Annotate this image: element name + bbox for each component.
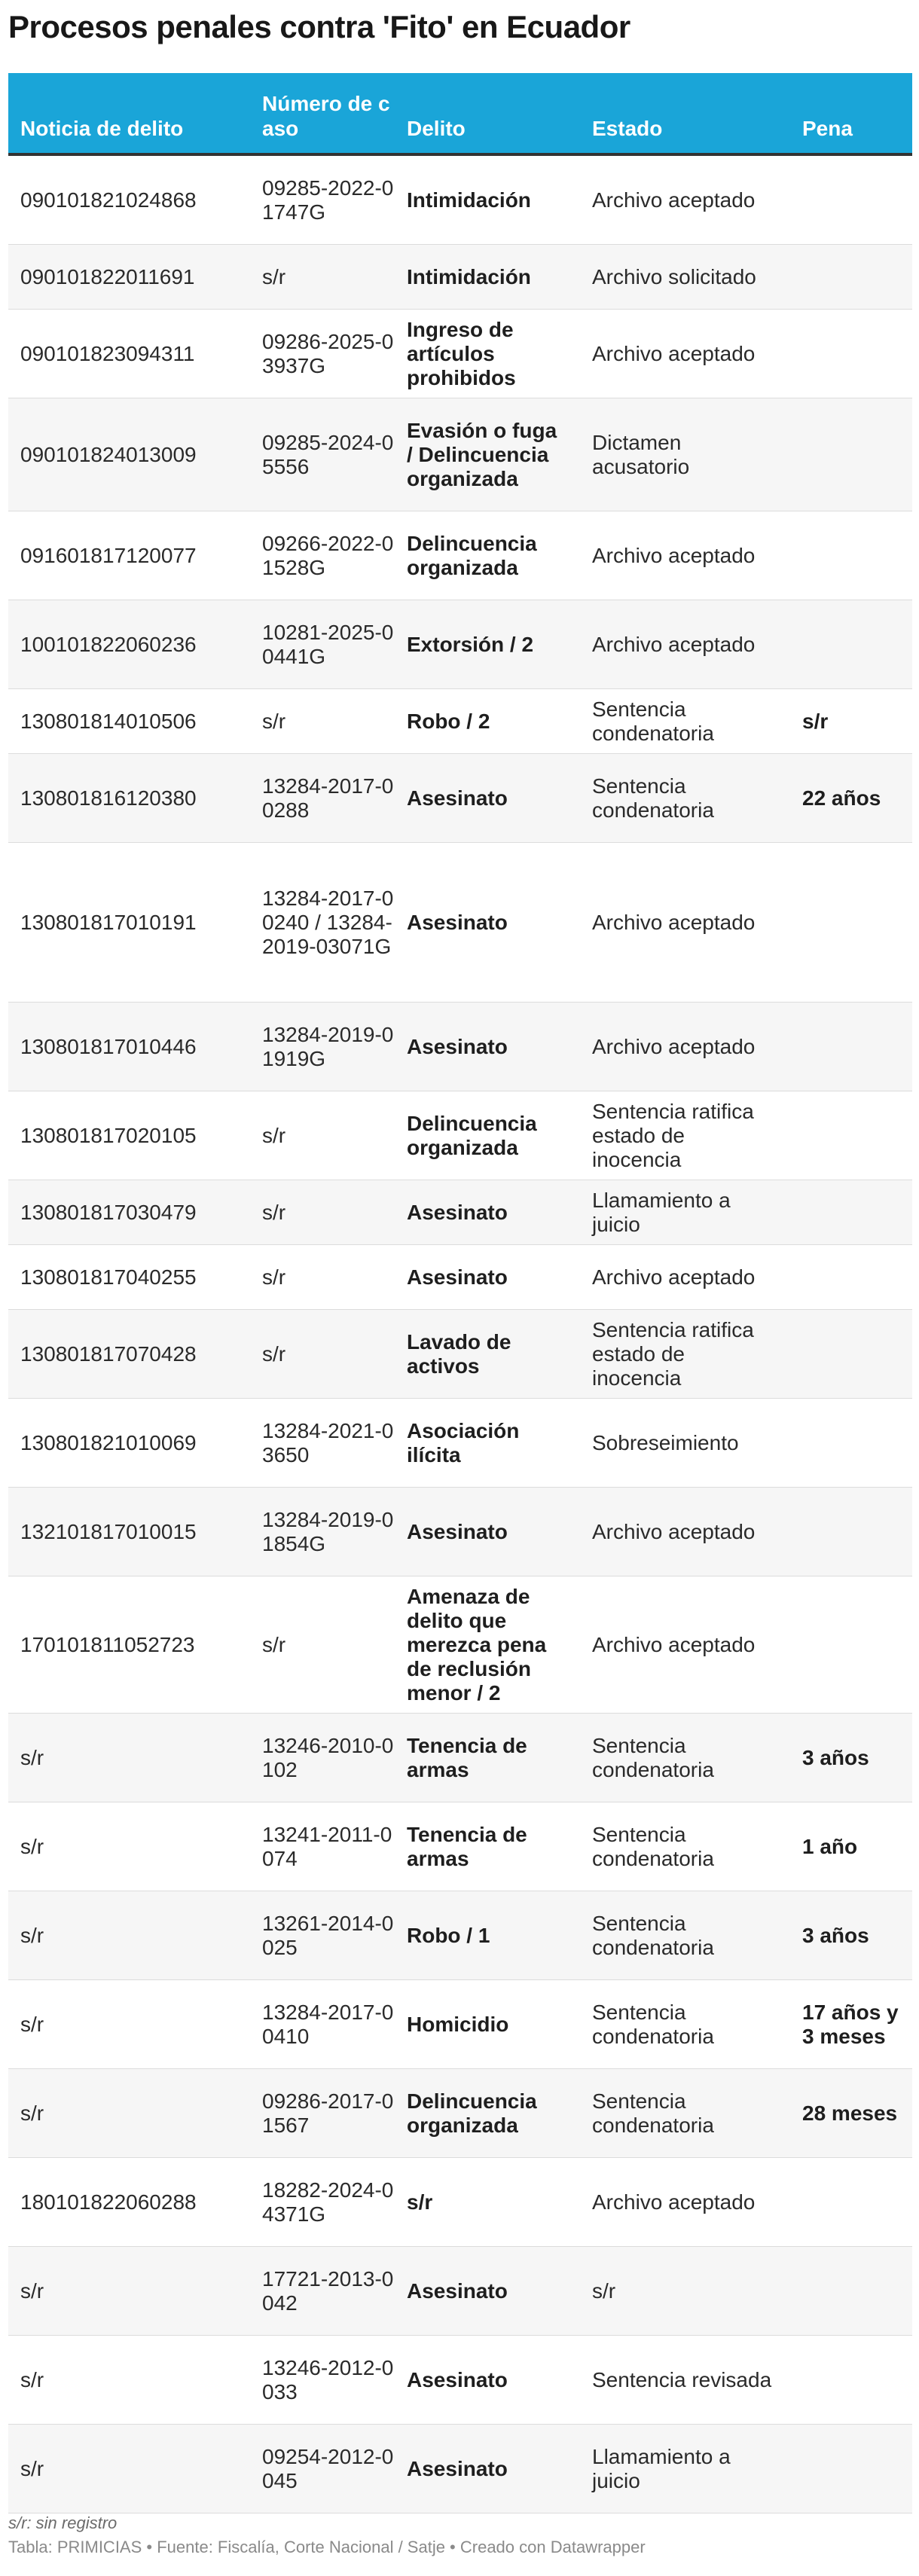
cell-estado: Archivo aceptado — [592, 2190, 756, 2214]
table-row — [8, 511, 912, 600]
cell-noticia: 130801817070428 — [20, 1341, 197, 1366]
table-row — [8, 2336, 912, 2425]
cell-noticia: 130801817040255 — [20, 1265, 197, 1289]
cell-delito: Asesinato — [407, 2367, 508, 2391]
cell-noticia: 130801817030479 — [20, 1200, 197, 1224]
cell-numero-caso: s/r — [262, 1632, 286, 1656]
cell-estado: Sentencia condenatoria — [592, 1733, 714, 1781]
header-pena[interactable]: Pena — [802, 117, 853, 140]
cell-delito: Robo / 2 — [407, 709, 490, 733]
cell-noticia: 130801817010191 — [20, 910, 197, 934]
cell-noticia: 132101817010015 — [20, 1519, 197, 1543]
cell-estado: Archivo aceptado — [592, 543, 756, 567]
cell-estado: Archivo aceptado — [592, 632, 756, 656]
cell-pena: 3 años — [802, 1745, 869, 1769]
cell-noticia: 090101822011691 — [20, 264, 195, 288]
cell-delito: Intimidación — [407, 264, 531, 288]
cell-numero-caso: 09285-2024-05556 — [262, 430, 394, 478]
cell-delito: Robo / 1 — [407, 1923, 490, 1947]
cell-estado: Archivo aceptado — [592, 341, 756, 365]
cell-delito: Homicidio — [407, 2012, 509, 2036]
table-row — [8, 398, 912, 511]
cell-estado: Sentencia condenatoria — [592, 774, 714, 822]
cell-numero-caso: s/r — [262, 709, 286, 733]
cell-numero-caso: s/r — [262, 1123, 286, 1147]
cell-estado: Sentencia ratifica estado de inocencia — [592, 1317, 754, 1390]
table-row — [8, 754, 912, 843]
cell-estado: Sobreseimiento — [592, 1430, 739, 1454]
cell-numero-caso: 17721-2013-0042 — [262, 2266, 394, 2315]
table-row — [8, 1091, 912, 1180]
cell-delito: Delincuencia organizada — [407, 2089, 537, 2137]
header-delito[interactable]: Delito — [407, 117, 466, 140]
table-row — [8, 689, 912, 754]
cell-numero-caso: 13284-2017-00410 — [262, 2000, 394, 2048]
cell-numero-caso: 13284-2017-00240 / 13284-2019-03071G — [262, 886, 394, 958]
cell-noticia: 090101821024868 — [20, 188, 197, 212]
cell-estado: s/r — [592, 2278, 616, 2303]
cell-numero-caso: 18282-2024-04371G — [262, 2178, 394, 2226]
cell-numero-caso: s/r — [262, 1265, 286, 1289]
cell-pena: 28 meses — [802, 2101, 898, 2125]
cell-delito: Asesinato — [407, 1200, 508, 1224]
cell-pena: 17 años y 3 meses — [802, 2000, 899, 2048]
cases-table — [8, 73, 912, 2513]
cell-delito: Extorsión / 2 — [407, 632, 534, 656]
cell-noticia: s/r — [20, 2456, 44, 2480]
cell-noticia: s/r — [20, 2012, 44, 2036]
cell-numero-caso: 09286-2017-01567 — [262, 2089, 394, 2137]
cell-numero-caso: 13246-2010-0102 — [262, 1733, 394, 1781]
cell-estado: Llamamiento a juicio — [592, 1188, 731, 1236]
cell-noticia: s/r — [20, 2278, 44, 2303]
table-row — [8, 310, 912, 398]
table-row — [8, 2158, 912, 2247]
cell-estado: Archivo aceptado — [592, 188, 756, 212]
cell-numero-caso: 13284-2017-00288 — [262, 774, 394, 822]
table-row — [8, 1003, 912, 1091]
cell-delito: s/r — [407, 2190, 433, 2214]
cell-delito: Asesinato — [407, 786, 508, 810]
table-row — [8, 1399, 912, 1488]
cell-noticia: s/r — [20, 2101, 44, 2125]
cell-delito: Tenencia de armas — [407, 1733, 527, 1781]
cell-estado: Archivo aceptado — [592, 1632, 756, 1656]
cell-estado: Archivo aceptado — [592, 1519, 756, 1543]
cell-estado: Sentencia condenatoria — [592, 2089, 714, 2137]
cell-delito: Intimidación — [407, 188, 531, 212]
table-row — [8, 156, 912, 245]
cell-delito: Asesinato — [407, 2278, 508, 2303]
cell-delito: Delincuencia organizada — [407, 531, 537, 579]
cell-delito: Asesinato — [407, 1519, 508, 1543]
cell-noticia: 130801821010069 — [20, 1430, 197, 1454]
cell-numero-caso: 09286-2025-03937G — [262, 329, 394, 377]
table-row — [8, 1802, 912, 1891]
header-estado[interactable]: Estado — [592, 117, 663, 140]
cell-estado: Archivo aceptado — [592, 1034, 756, 1058]
cell-delito: Asesinato — [407, 910, 508, 934]
cell-noticia: 090101824013009 — [20, 442, 197, 466]
cell-numero-caso: 13284-2021-03650 — [262, 1418, 394, 1467]
cell-estado: Archivo aceptado — [592, 1265, 756, 1289]
cell-noticia: 170101811052723 — [20, 1632, 195, 1656]
table-row — [8, 1714, 912, 1802]
table-row — [8, 1310, 912, 1399]
footnote: s/r: sin registro — [8, 2513, 118, 2532]
header-numero-caso[interactable]: Número de caso — [262, 92, 390, 140]
cell-delito: Asesinato — [407, 2456, 508, 2480]
cell-pena: 22 años — [802, 786, 881, 810]
cell-delito: Asesinato — [407, 1265, 508, 1289]
table-header — [8, 73, 912, 156]
cell-estado: Sentencia condenatoria — [592, 1911, 714, 1959]
cell-delito: Delincuencia organizada — [407, 1111, 537, 1159]
cell-estado: Sentencia revisada — [592, 2367, 772, 2391]
cell-numero-caso: 09285-2022-01747G — [262, 175, 394, 224]
cell-delito: Evasión o fuga / Delincuencia organizada — [407, 418, 557, 490]
cell-numero-caso: 10281-2025-00441G — [262, 620, 394, 668]
cell-numero-caso: 13241-2011-0074 — [262, 1822, 392, 1870]
table-row — [8, 2247, 912, 2336]
cell-noticia: 180101822060288 — [20, 2190, 197, 2214]
cell-numero-caso: s/r — [262, 1341, 286, 1366]
table-row — [8, 1488, 912, 1576]
table-row — [8, 2069, 912, 2158]
cell-noticia: s/r — [20, 1923, 44, 1947]
cell-pena: 3 años — [802, 1923, 869, 1947]
page-title: Procesos penales contra 'Fito' en Ecuador — [8, 9, 630, 44]
cell-noticia: 100101822060236 — [20, 632, 197, 656]
table-row — [8, 1891, 912, 1980]
header-noticia[interactable]: Noticia de delito — [20, 117, 184, 140]
cell-estado: Sentencia condenatoria — [592, 697, 714, 745]
cell-estado: Llamamiento a juicio — [592, 2444, 731, 2492]
cell-numero-caso: s/r — [262, 1200, 286, 1224]
cell-estado: Archivo aceptado — [592, 910, 756, 934]
cell-numero-caso: 09266-2022-01528G — [262, 531, 394, 579]
cell-delito: Lavado de activos — [407, 1329, 511, 1378]
table-row — [8, 2425, 912, 2513]
cell-noticia: s/r — [20, 1834, 44, 1858]
cell-noticia: s/r — [20, 1745, 44, 1769]
cell-noticia: 090101823094311 — [20, 341, 195, 365]
cell-delito: Amenaza de delito que merezca pena de reclusión menor / 2 — [407, 1584, 547, 1705]
cell-noticia: 130801817010446 — [20, 1034, 197, 1058]
cell-estado: Sentencia condenatoria — [592, 2000, 714, 2048]
table-row — [8, 600, 912, 689]
table-row — [8, 245, 912, 310]
cell-estado: Archivo solicitado — [592, 264, 756, 288]
cell-numero-caso: 09254-2012-0045 — [262, 2444, 394, 2492]
cell-delito: Ingreso de artículos prohibidos — [407, 317, 516, 389]
cell-noticia: 130801817020105 — [20, 1123, 197, 1147]
cell-pena: 1 año — [802, 1834, 858, 1858]
table-row — [8, 1245, 912, 1310]
table-row — [8, 843, 912, 1003]
cell-numero-caso: 13261-2014-0025 — [262, 1911, 394, 1959]
table-row — [8, 1180, 912, 1245]
table-row — [8, 1980, 912, 2069]
cell-noticia: 091601817120077 — [20, 543, 197, 567]
cell-numero-caso: 13246-2012-0033 — [262, 2355, 394, 2404]
table-body — [8, 156, 912, 2513]
cell-delito: Asesinato — [407, 1034, 508, 1058]
cell-noticia: 130801816120380 — [20, 786, 197, 810]
cell-delito: Tenencia de armas — [407, 1822, 527, 1870]
cell-numero-caso: 13284-2019-01919G — [262, 1022, 394, 1070]
source-credit: Tabla: PRIMICIAS • Fuente: Fiscalía, Corte Nacional / Satje • Creado con Datawrapper — [8, 2538, 646, 2556]
cell-delito: Asociación ilícita — [407, 1418, 520, 1467]
table-row — [8, 1576, 912, 1714]
cell-pena: s/r — [802, 709, 829, 733]
cell-numero-caso: s/r — [262, 264, 286, 288]
cell-estado: Dictamen acusatorio — [592, 430, 690, 478]
cell-numero-caso: 13284-2019-01854G — [262, 1507, 394, 1555]
cell-noticia: s/r — [20, 2367, 44, 2391]
cell-estado: Sentencia ratifica estado de inocencia — [592, 1099, 754, 1171]
cell-noticia: 130801814010506 — [20, 709, 197, 733]
cell-estado: Sentencia condenatoria — [592, 1822, 714, 1870]
